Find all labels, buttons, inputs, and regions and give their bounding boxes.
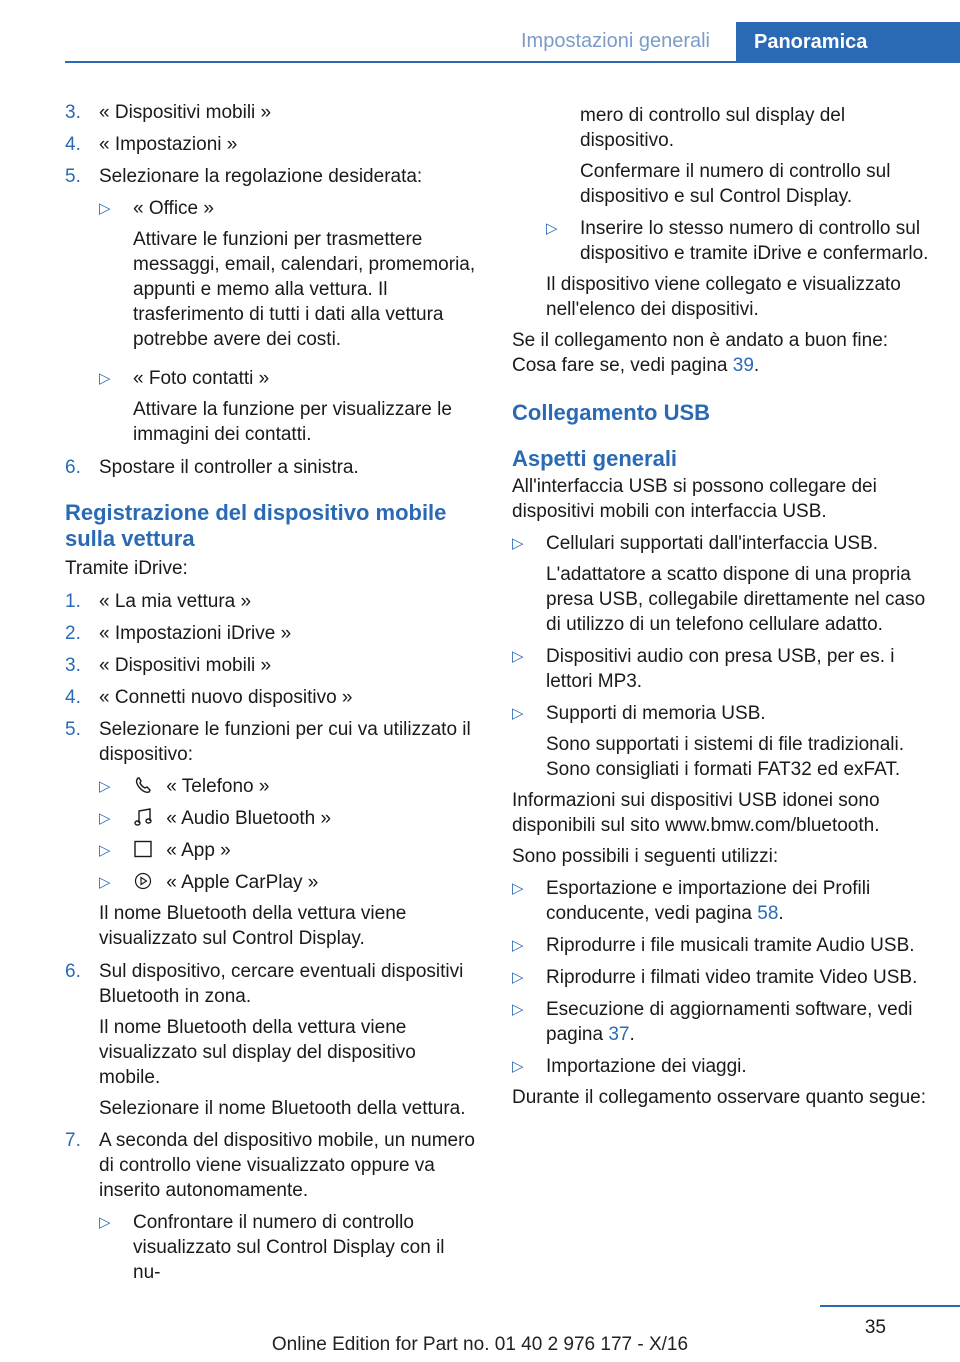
triangle-bullet-icon: ▷ <box>546 220 558 237</box>
step-text: « Impostazioni iDrive » <box>99 623 292 644</box>
step-number: 1. <box>65 591 81 612</box>
step-text: « Dispositivi mobili » <box>99 655 272 676</box>
list-item: ▷ Esportazione e importazione dei Profili conducente, vedi pagina 58. <box>512 878 871 924</box>
app-square-icon <box>133 840 155 858</box>
list-item <box>65 685 477 710</box>
list-item <box>512 644 932 694</box>
final-text: Durante il collegamento osservare quanto segue: <box>512 1087 927 1108</box>
step-number: 5. <box>65 719 81 740</box>
list-item <box>99 774 477 799</box>
fail-paragraph <box>512 328 932 378</box>
control-steps <box>546 216 932 266</box>
list-item <box>65 589 477 614</box>
header-rule <box>65 61 960 63</box>
list-item <box>65 1128 477 1203</box>
list-item <box>99 806 477 831</box>
left-column <box>65 100 477 1285</box>
step-number: 4. <box>65 134 81 155</box>
play-circle-icon <box>133 872 155 890</box>
intro-text: Tramite iDrive: <box>65 558 188 579</box>
bullet-text: Confrontare il numero di controllo visualizzato sul Control Display con il nu- <box>133 1212 445 1283</box>
step-number: 3. <box>65 655 81 676</box>
page-number: 35 <box>864 1317 886 1338</box>
list-item <box>65 959 477 1121</box>
list-item <box>546 216 932 266</box>
edition-footer: Online Edition for Part no. 01 40 2 976 177 - X/16 <box>271 1334 689 1355</box>
list-item <box>99 838 477 863</box>
list-item: ▷ Esecuzione di aggiornamenti software, vedi pagina 37. <box>512 999 913 1045</box>
list-item <box>99 1210 477 1285</box>
list-item <box>99 196 477 352</box>
triangle-bullet-icon: ▷ <box>512 969 524 986</box>
bullet-text: mero di controllo sul display del dispositivo. <box>580 105 846 151</box>
header-section-title: Impostazioni generali <box>521 30 710 52</box>
step-number: 4. <box>65 687 81 708</box>
triangle-bullet-icon: ▷ <box>512 937 524 954</box>
bullet-description: L'adattatore a scatto dispone di una propria presa USB, collegabile direttamente nel caso di utilizzo di un telefono cellulare adatto. <box>546 564 926 635</box>
triangle-bullet-icon: ▷ <box>512 535 524 552</box>
list-item <box>65 100 477 125</box>
step-text: Selezionare il nome Bluetooth della vettura. <box>99 1098 466 1119</box>
page-link[interactable]: 39 <box>732 355 754 376</box>
step-text: Spostare il controller a sinistra. <box>99 457 359 478</box>
period: . <box>753 355 760 376</box>
option-description: Attivare le funzioni per trasmettere messaggi, email, calendari, promemoria, appunti e memo alla vettura. Il trasferimento di tutti i dati alla vettura potrebbe avere dei costi. <box>133 229 476 350</box>
triangle-bullet-icon: ▷ <box>99 370 111 387</box>
triangle-bullet-icon: ▷ <box>99 810 111 827</box>
triangle-bullet-icon: ▷ <box>512 705 524 722</box>
bullet-text: Confermare il numero di controllo sul dispositivo e sul Control Display. <box>580 161 891 207</box>
list-item <box>65 132 477 157</box>
triangle-bullet-icon: ▷ <box>512 1001 524 1018</box>
page-link[interactable]: 37 <box>608 1024 630 1045</box>
bullet-text: Esecuzione di aggiornamenti software, vedi pagina <box>546 999 913 1045</box>
page-link[interactable]: 58 <box>757 903 779 924</box>
step-number: 6. <box>65 457 81 478</box>
list-item <box>512 965 932 990</box>
bullet-description: Sono supportati i sistemi di file tradizionali. Sono consigliati i formati FAT32 ed exFAT. <box>546 734 905 780</box>
step-text: « Dispositivi mobili » <box>99 102 272 123</box>
header-tab: Panoramica <box>736 22 960 62</box>
list-item <box>512 701 932 782</box>
section-heading: Collegamento USB <box>512 400 711 425</box>
option-label: « Office » <box>133 198 214 219</box>
phone-icon <box>133 776 155 794</box>
triangle-bullet-icon: ▷ <box>99 778 111 795</box>
step-text: « La mia vettura » <box>99 591 252 612</box>
settings-options <box>99 196 477 447</box>
list-item <box>512 531 932 637</box>
bullet-text: Supporti di memoria USB. <box>546 703 766 724</box>
function-label: « Apple CarPlay » <box>166 872 319 893</box>
control-steps <box>99 1210 477 1285</box>
note-text: Il nome Bluetooth della vettura viene visualizzato sul Control Display. <box>99 903 407 949</box>
step-text: A seconda del dispositivo mobile, un numero di controllo viene visualizzato oppure va inserito autonomamente. <box>99 1130 476 1201</box>
option-label: « Foto contatti » <box>133 368 270 389</box>
list-item <box>99 870 477 895</box>
triangle-bullet-icon: ▷ <box>512 1058 524 1075</box>
subsection-heading: Aspetti generali <box>512 446 678 471</box>
list-item <box>512 933 932 958</box>
list-item <box>65 455 477 480</box>
bullet-text: Riprodurre i file musicali tramite Audio USB. <box>546 935 915 956</box>
fail-text: Se il collegamento non è andato a buon fine: Cosa fare se, vedi pagina <box>512 330 889 376</box>
step-text: Selezionare le funzioni per cui va utilizzato il dispositivo: <box>99 719 471 765</box>
bullet-text: Importazione dei viaggi. <box>546 1056 747 1077</box>
function-label: « Telefono » <box>166 776 270 797</box>
function-label: « App » <box>166 840 231 861</box>
list-item <box>65 653 477 678</box>
page-header <box>0 0 960 62</box>
step-number: 5. <box>65 166 81 187</box>
music-note-icon <box>133 808 155 826</box>
triangle-bullet-icon: ▷ <box>512 880 524 897</box>
info-text: Informazioni sui dispositivi USB idonei sono disponibili sul sito www.bmw.com/bluetooth. <box>512 790 880 836</box>
function-list <box>99 774 477 951</box>
bullet-text: Cellulari supportati dall'interfaccia USB. <box>546 533 879 554</box>
step-text: Sul dispositivo, cercare eventuali dispositivi Bluetooth in zona. <box>99 961 464 1007</box>
intro-text: All'interfaccia USB si possono collegare dei dispositivi mobili con interfaccia USB. <box>512 476 877 522</box>
result-text: Il dispositivo viene collegato e visualizzato nell'elenco dei dispositivi. <box>546 274 901 320</box>
bullet-text: Riprodurre i filmati video tramite Video USB. <box>546 967 918 988</box>
list-item <box>65 164 477 189</box>
step-text: « Connetti nuovo dispositivo » <box>99 687 353 708</box>
bullet-text: Esportazione e importazione dei Profili conducente, vedi pagina <box>546 878 871 924</box>
list-item <box>65 717 477 767</box>
triangle-bullet-icon: ▷ <box>512 648 524 665</box>
triangle-bullet-icon: ▷ <box>99 1214 111 1231</box>
function-label: « Audio Bluetooth » <box>166 808 332 829</box>
step-number: 3. <box>65 102 81 123</box>
section-heading: Registrazione del dispositivo mobile sulla vettura <box>65 500 447 551</box>
step-text: « Impostazioni » <box>99 134 238 155</box>
step-number: 6. <box>65 961 81 982</box>
footer-rule <box>820 1305 960 1307</box>
step-text: Il nome Bluetooth della vettura viene visualizzato sul display del dispositivo mobile. <box>99 1017 416 1088</box>
list-item <box>99 366 477 447</box>
uses-intro: Sono possibili i seguenti utilizzi: <box>512 846 779 867</box>
list-item <box>512 1054 932 1079</box>
option-description: Attivare la funzione per visualizzare le immagini dei contatti. <box>133 399 452 445</box>
step-text: Selezionare la regolazione desiderata: <box>99 166 423 187</box>
step-number: 2. <box>65 623 81 644</box>
triangle-bullet-icon: ▷ <box>99 200 111 217</box>
step-number: 7. <box>65 1130 81 1151</box>
triangle-bullet-icon: ▷ <box>99 842 111 859</box>
bullet-text: Inserire lo stesso numero di controllo sul dispositivo e tramite iDrive e confermarlo. <box>580 218 929 264</box>
list-item <box>65 621 477 646</box>
triangle-bullet-icon: ▷ <box>99 874 111 891</box>
bullet-text: Dispositivi audio con presa USB, per es. i lettori MP3. <box>546 646 895 692</box>
right-column <box>512 103 932 1110</box>
